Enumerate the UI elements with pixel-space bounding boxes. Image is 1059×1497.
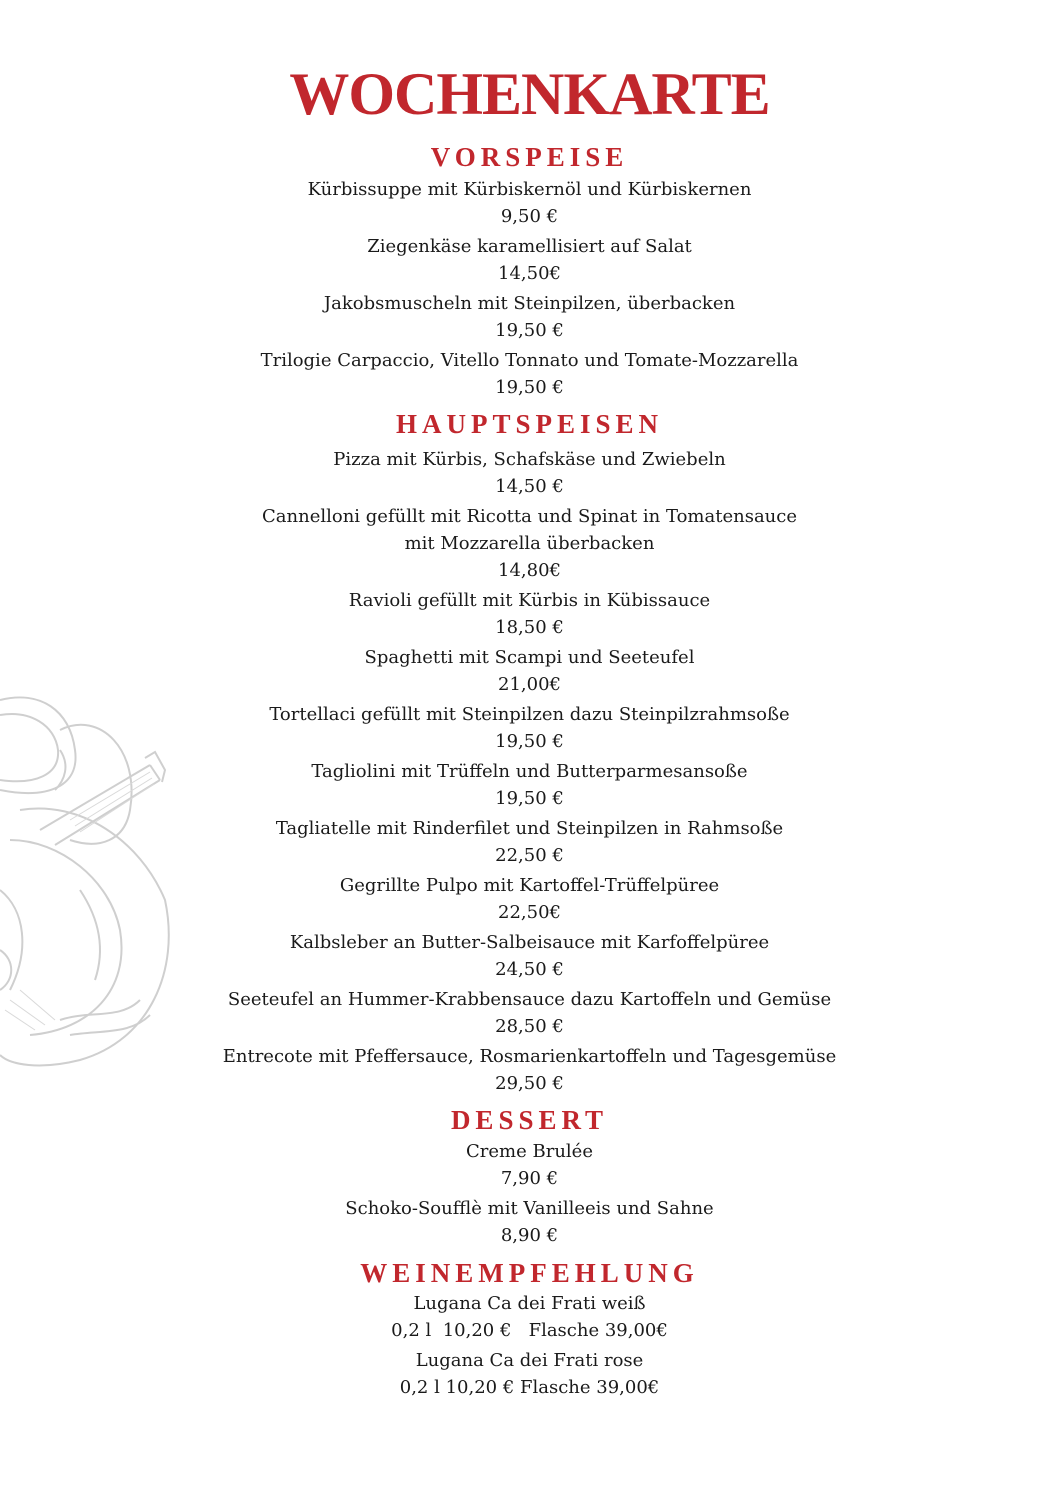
menu-item-name: Schoko-Soufflè mit Vanilleeis und Sahne <box>345 1198 714 1219</box>
menu-item-name: Lugana Ca dei Frati weiß <box>413 1293 646 1314</box>
menu-item-name: Jakobsmuscheln mit Steinpilzen, überbacken <box>323 293 736 314</box>
menu-item-name: Pizza mit Kürbis, Schafskäse und Zwiebeln <box>333 449 726 470</box>
menu-item-price: 7,90 € <box>500 1168 559 1189</box>
menu-item-price: 21,00€ <box>498 674 561 695</box>
menu-item-name: Ravioli gefüllt mit Kürbis in Kübissauce <box>348 590 711 611</box>
menu-item-name: Lugana Ca dei Frati rose <box>415 1350 644 1371</box>
menu-item-price: 28,50 € <box>495 1016 564 1037</box>
menu-item-price: 19,50 € <box>495 731 564 752</box>
menu-item-price: 18,50 € <box>495 617 564 638</box>
menu-item-name: Cannelloni gefüllt mit Ricotta und Spinat in Tomatensauce <box>262 506 797 527</box>
page-title: WOCHENKARTE <box>289 61 770 127</box>
menu-item-price: 14,50 € <box>495 476 564 497</box>
menu-item-name: Kalbsleber an Butter-Salbeisauce mit Karfoffelpüree <box>289 932 770 953</box>
menu-item-name: Trilogie Carpaccio, Vitello Tonnato und Tomate-Mozzarella <box>260 350 799 371</box>
menu-item-price: 0,2 l 10,20 € Flasche 39,00€ <box>391 1320 668 1341</box>
menu-item-price: 19,50 € <box>495 320 564 341</box>
menu-item-price: 14,50€ <box>498 263 561 284</box>
menu-item-name: Seeteufel an Hummer-Krabbensauce dazu Kartoffeln und Gemüse <box>227 989 832 1010</box>
menu-item-price: 22,50 € <box>495 845 564 866</box>
menu-item-name: Tortellaci gefüllt mit Steinpilzen dazu Steinpilzrahmsoße <box>269 704 790 725</box>
menu-item-price: 0,2 l 10,20 € Flasche 39,00€ <box>399 1377 660 1398</box>
menu-item-price: 19,50 € <box>495 788 564 809</box>
menu-item-price: 14,80€ <box>498 560 561 581</box>
menu-item-name: Entrecote mit Pfeffersauce, Rosmarienkartoffeln und Tagesgemüse <box>222 1046 837 1067</box>
menu-item-price: 8,90 € <box>500 1225 559 1246</box>
menu-item-name: Creme Brulée <box>466 1141 593 1162</box>
menu-item-price: 29,50 € <box>495 1073 564 1094</box>
menu-item-name: Ziegenkäse karamellisiert auf Salat <box>367 236 692 257</box>
section-heading-dessert: DESSERT <box>450 1105 609 1135</box>
section-heading-vorspeise: VORSPEISE <box>430 142 629 172</box>
menu-item-name: Spaghetti mit Scampi und Seeteufel <box>364 647 695 668</box>
menu-item-name-continued: mit Mozzarella überbacken <box>404 533 655 554</box>
menu-item-price: 24,50 € <box>495 959 564 980</box>
section-heading-hauptspeisen: HAUPTSPEISEN <box>395 409 664 439</box>
menu-item-price: 19,50 € <box>495 377 564 398</box>
menu-item-name: Gegrillte Pulpo mit Kartoffel-Trüffelpüree <box>339 875 720 896</box>
menu-item-name: Kürbissuppe mit Kürbiskernöl und Kürbiskernen <box>307 179 752 200</box>
menu-item-name: Tagliatelle mit Rinderfilet und Steinpilzen in Rahmsoße <box>275 818 784 839</box>
menu-item-price: 9,50 € <box>500 206 559 227</box>
menu-item-price: 22,50€ <box>498 902 561 923</box>
section-heading-weinempfehlung: WEINEMPFEHLUNG <box>360 1258 699 1288</box>
menu-item-name: Tagliolini mit Trüffeln und Butterparmesansoße <box>311 761 748 782</box>
